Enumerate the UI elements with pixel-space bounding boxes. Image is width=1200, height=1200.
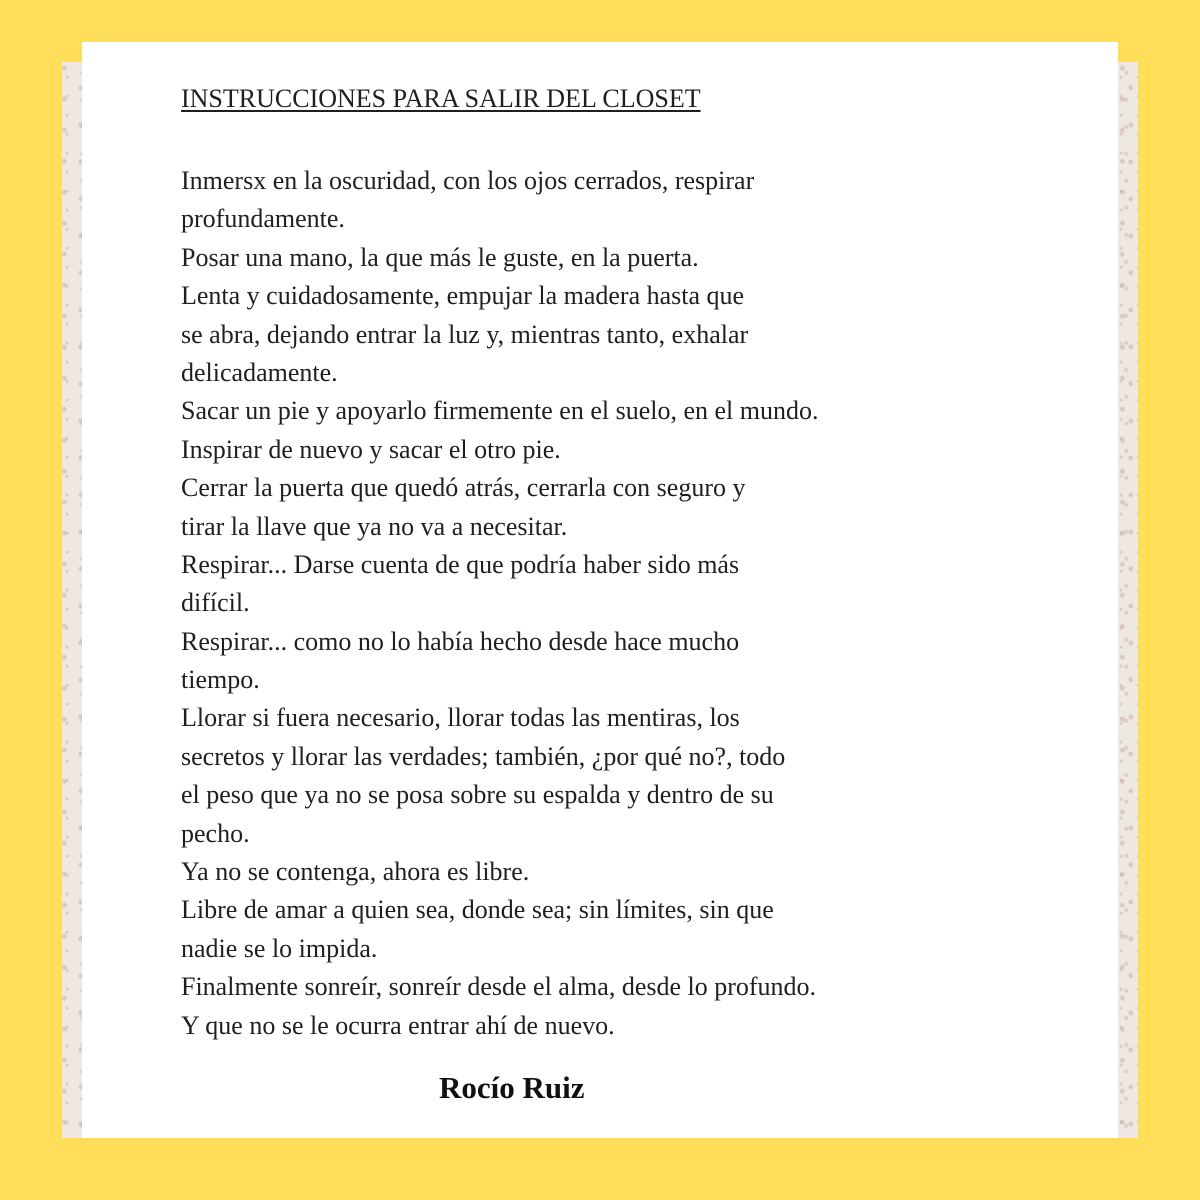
poem-line: se abra, dejando entrar la luz y, mientras tanto, exhalar	[181, 319, 749, 349]
poem-line: Posar una mano, la que más le guste, en la puerta.	[181, 242, 699, 272]
poem-line: Inmersx en la oscuridad, con los ojos cerrados, respirar	[181, 166, 755, 195]
poem-line: nadie se lo impida.	[181, 933, 378, 963]
poem-line: Finalmente sonreír, sonreír desde el alma, desde lo profundo.	[181, 972, 817, 1002]
poem-line: Cerrar la puerta que quedó atrás, cerrarla con seguro y	[181, 473, 746, 503]
poem-line: Respirar... como no lo había hecho desde hace mucho	[181, 626, 740, 656]
poem-line: profundamente.	[181, 204, 345, 234]
poem-line: el peso que ya no se posa sobre su espalda y dentro de su	[181, 780, 774, 810]
poem-line: Sacar un pie y apoyarlo firmemente en el suelo, en el mundo.	[181, 396, 819, 426]
poem-line: Y que no se le ocurra entrar ahí de nuevo.	[181, 1010, 615, 1040]
poem-line: Inspirar de nuevo y sacar el otro pie.	[181, 434, 561, 464]
poem-line: pecho.	[181, 818, 250, 848]
poem-line: tiempo.	[181, 665, 260, 695]
poem-body	[181, 162, 1081, 1045]
poem-line: secretos y llorar las verdades; también, ¿por qué no?, todo	[181, 741, 786, 771]
document-title: INSTRUCCIONES PARA SALIR DEL CLOSET	[181, 84, 701, 113]
poem-line: Ya no se contenga, ahora es libre.	[181, 857, 530, 887]
poem-line: delicadamente.	[181, 357, 338, 387]
poem-line: tirar la llave que ya no va a necesitar.	[181, 511, 568, 541]
poem-line: Respirar... Darse cuenta de que podría haber sido más	[181, 549, 740, 579]
poem-line: Lenta y cuidadosamente, empujar la madera hasta que	[181, 281, 745, 311]
author-name: Rocío Ruiz	[439, 1070, 585, 1105]
document-content	[181, 80, 1081, 1045]
poem-line: Llorar si fuera necesario, llorar todas las mentiras, los	[181, 703, 740, 733]
document-page	[82, 42, 1118, 1138]
poem-line: Libre de amar a quien sea, donde sea; sin límites, sin que	[181, 895, 774, 925]
poem-line: difícil.	[181, 588, 250, 618]
